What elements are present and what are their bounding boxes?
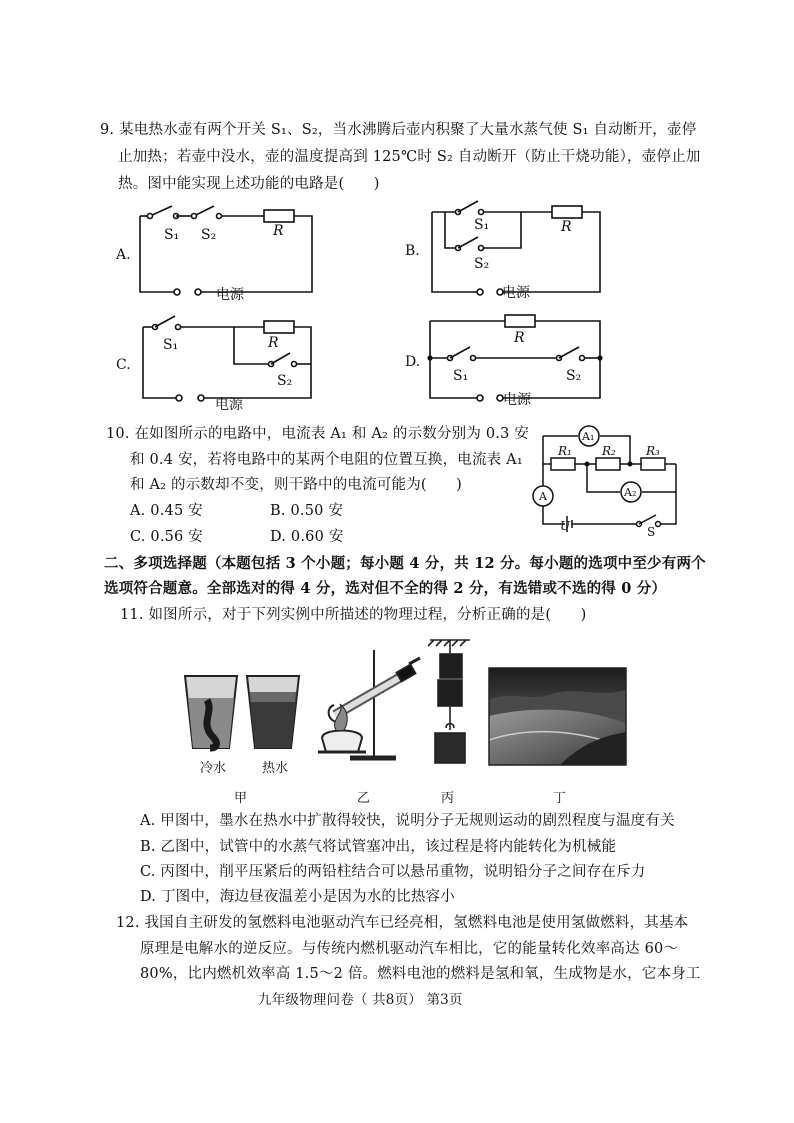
circuit-c-s1: S₁ [163, 337, 179, 353]
q12-line1: 12. 我国自主研发的氢燃料电池驱动汽车已经亮相，氢燃料电池是使用氢做燃料，其基本 [116, 915, 689, 931]
q12-line3: 80%，比内燃机效率高 1.5～2 倍。燃料电池的燃料是氢和氧，生成物是水，它本身工 [140, 966, 701, 982]
caption-hot-water: 热水 [262, 761, 289, 776]
q10-line1: 10. 在如图所示的电路中，电流表 A₁ 和 A₂ 的示数分别为 0.3 安 [106, 426, 530, 442]
q11-option-b: B. 乙图中，试管中的水蒸气将试管塞冲出，该过程是将内能转化为机械能 [140, 839, 617, 855]
q9-line1: 9. 某电热水壶有两个开关 S₁、S₂，当水沸腾后壶内积聚了大量水蒸气使 S₁ 自动断开，壶停 [100, 122, 697, 138]
q10-line3: 和 A₂ 的示数却不变，则干路中的电流可能为( ) [130, 477, 463, 493]
q10-option-b: B. 0.50 安 [270, 503, 344, 519]
circuit-b-source: 电源 [502, 285, 530, 301]
circuit-a-source: 电源 [216, 287, 244, 303]
q9-line2: 止加热；若壶中没水，壶的温度提高到 125℃时 S₂ 自动断开（防止干烧功能），壶停止加 [118, 149, 701, 165]
q10-u: U [560, 519, 571, 533]
q10-r3: R₃ [646, 444, 660, 458]
q11-option-a: A. 甲图中，墨水在热水中扩散得较快，说明分子无规则运动的剧烈程度与温度有关 [140, 813, 675, 829]
circuit-b-s1: S₁ [474, 217, 490, 233]
q10-s: S [647, 525, 656, 539]
circuit-d-s2: S₂ [566, 368, 582, 384]
q10-r1: R₁ [558, 444, 572, 458]
circuit-c-source: 电源 [215, 397, 243, 413]
q10-r2: R₂ [602, 444, 616, 458]
circuit-a-letter: A. [116, 247, 131, 263]
q10-ammeter-a: A [539, 490, 547, 503]
q11-option-d: D. 丁图中，海边昼夜温差小是因为水的比热容小 [140, 889, 455, 905]
circuit-c-s2: S₂ [277, 373, 293, 389]
circuit-c-r: R [268, 335, 279, 351]
circuit-a-s2: S₂ [201, 227, 217, 243]
q11-stem: 11. 如图所示，对于下列实例中所描述的物理过程，分析正确的是( ) [120, 607, 587, 623]
circuit-c-letter: C. [116, 357, 131, 373]
q10-option-d: D. 0.60 安 [270, 529, 344, 545]
caption-bing: 丙 [441, 791, 455, 806]
section2-line1: 二、多项选择题（本题包括 3 个小题；每小题 4 分，共 12 分。每小题的选项中至少有两个 [104, 555, 706, 572]
q10-line2: 和 0.4 安，若将电路中的某两个电阻的位置互换，电流表 A₁ [130, 452, 523, 468]
circuit-d-r: R [514, 330, 525, 346]
q10-ammeter-a1: A₁ [582, 430, 595, 443]
section2-line2: 选项符合题意。全部选对的得 4 分，选对但不全的得 2 分，有选错或不选的得 0 分） [104, 580, 667, 597]
circuit-b-letter: B. [405, 243, 420, 259]
caption-jia: 甲 [234, 791, 248, 806]
circuit-d-letter: D. [405, 354, 421, 370]
q9-line3: 热。图中能实现上述功能的电路是( ) [118, 176, 380, 192]
circuit-b-s2: S₂ [474, 256, 490, 272]
q10-option-a: A. 0.45 安 [130, 503, 203, 519]
page-footer: 九年级物理问卷（ 共8页） 第3页 [258, 992, 463, 1008]
circuit-d-source: 电源 [503, 392, 531, 408]
q10-option-c: C. 0.56 安 [130, 529, 203, 545]
caption-ding: 丁 [553, 791, 567, 806]
circuit-b-r: R [561, 219, 572, 235]
circuit-d-s1: S₁ [453, 368, 469, 384]
q12-line2: 原理是电解水的逆反应。与传统内燃机驱动汽车相比，它的能量转化效率高达 60～ [140, 941, 679, 957]
circuit-a-s1: S₁ [164, 227, 180, 243]
caption-yi: 乙 [357, 791, 371, 806]
circuit-a-r: R [273, 223, 284, 239]
q11-option-c: C. 丙图中，削平压紧后的两铅柱结合可以悬吊重物，说明铅分子之间存在斥力 [140, 864, 646, 880]
caption-cold-water: 冷水 [200, 761, 227, 776]
q10-ammeter-a2: A₂ [624, 486, 637, 499]
